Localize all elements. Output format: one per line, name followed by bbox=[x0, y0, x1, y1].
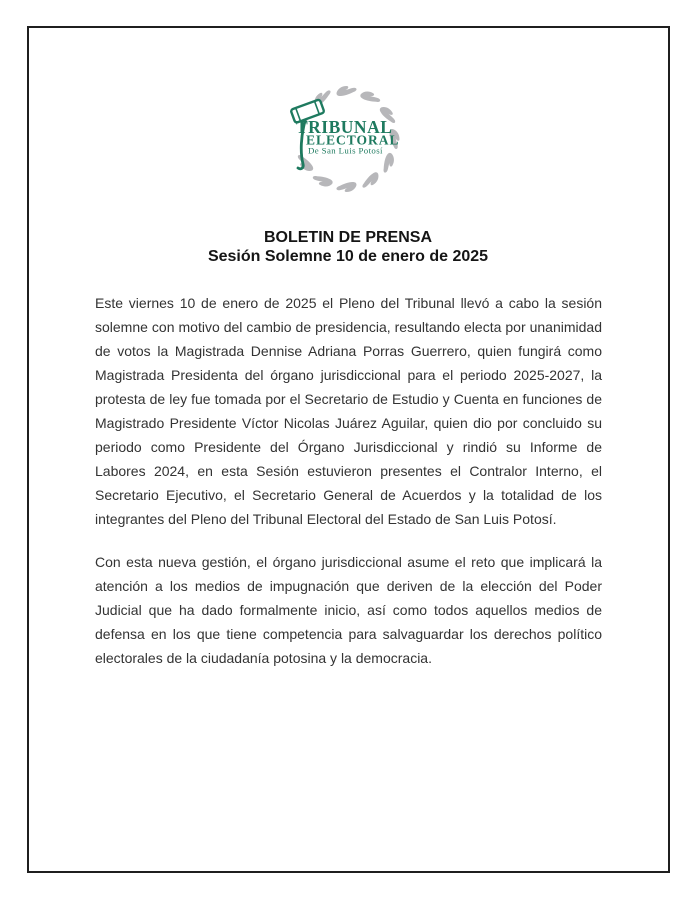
logo-org-name-line2: ELECTORAL bbox=[306, 132, 400, 148]
title-line1: BOLETIN DE PRENSA bbox=[263, 229, 432, 246]
title-line2: Sesión Solemne 10 de enero de 2025 bbox=[207, 248, 489, 265]
document-title bbox=[0, 228, 696, 266]
paragraph-2: Con esta nueva gestión, el órgano jurisdiccional asume el reto que implicará la atención a los medios de impugnación que deriven de la elección del Poder Judicial que ha dado formalmente inicio, así como todos aquellos medios de defensa en los que tiene competencia para salvaguardar los derechos político electorales de la ciudadanía potosina y la democracia. bbox=[95, 554, 602, 666]
paragraph-1: Este viernes 10 de enero de 2025 el Pleno del Tribunal llevó a cabo la sesión solemne con motivo del cambio de presidencia, resultando electa por unanimidad de votos la Magistrada Dennise Adriana Porras Guerrero, quien fungirá como Magistrada Presidenta del órgano jurisdiccional para el periodo 2025-2027, la protesta de ley fue tomada por el Secretario de Estudio y Cuenta en funciones de Magistrado Presidente Víctor Nicolas Juárez Aguilar, quien dio por concluido su periodo como Presidente del Órgano Jurisdiccional y rindió su Informe de Labores 2024, en esta Sesión estuvieron presentes el Contralor Interno, el Secretario Ejecutivo, el Secretario General de Acuerdos y la totalidad de los integrantes del Pleno del Tribunal Electoral del Estado de San Luis Potosí. bbox=[95, 295, 602, 527]
tribunal-electoral-logo bbox=[278, 80, 432, 200]
press-release-body bbox=[95, 291, 602, 670]
logo-org-name-line1: TRIBUNAL bbox=[296, 117, 393, 137]
logo-org-subtitle: De San Luis Potosí bbox=[308, 145, 383, 156]
